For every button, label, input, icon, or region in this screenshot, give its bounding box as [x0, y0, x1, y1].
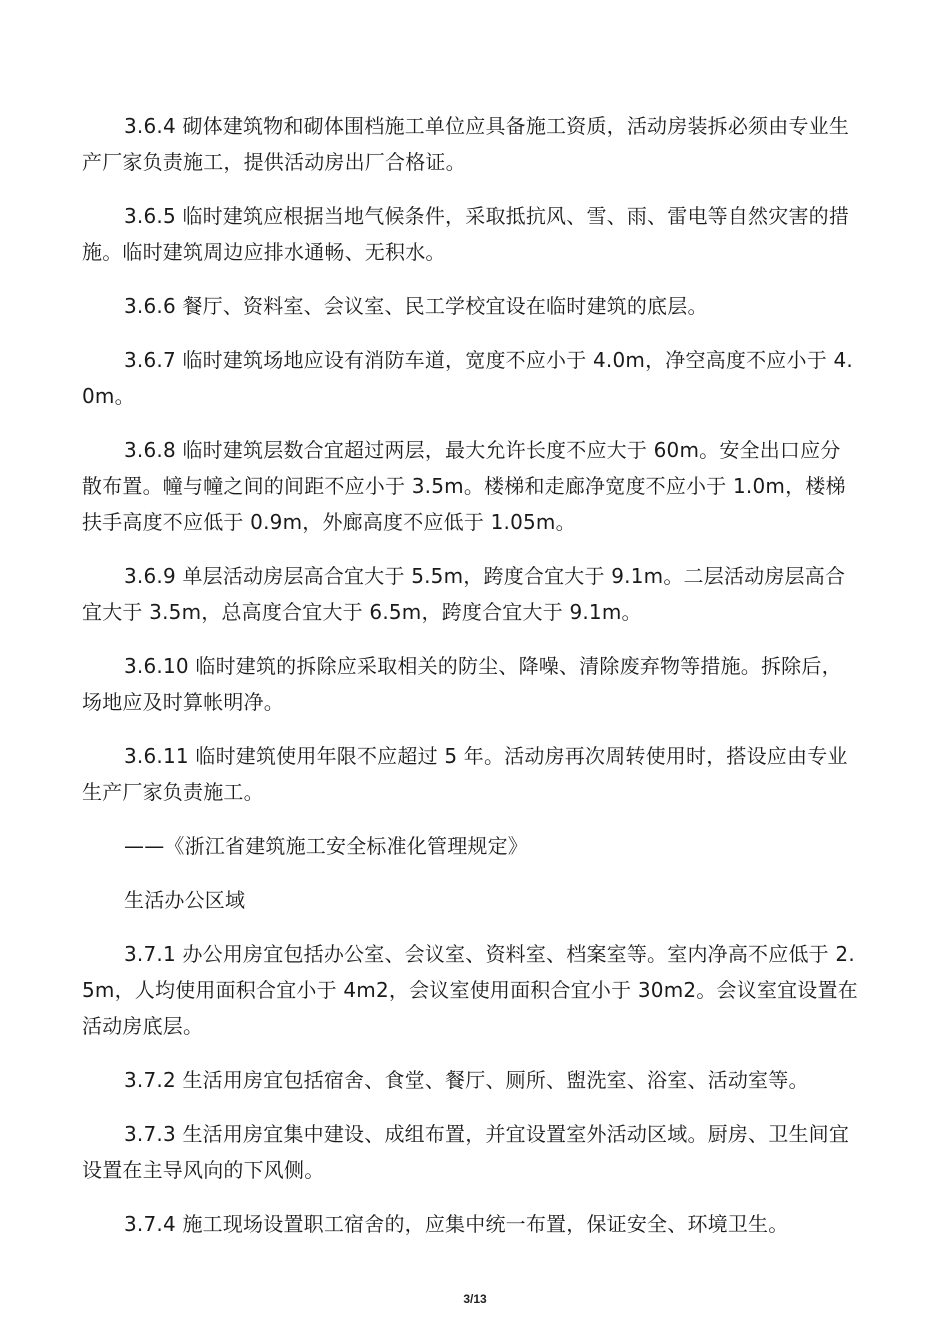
paragraph-3-6-7: 3.6.7 临时建筑场地应设有消防车道，宽度不应小于 4.0m，净空高度不应小于 4.0m。 — [82, 348, 853, 408]
source-citation: ——《浙江省建筑施工安全标准化管理规定》 — [124, 834, 528, 858]
paragraph-3-6-6: 3.6.6 餐厅、资料室、会议室、民工学校宜设在临时建筑的底层。 — [124, 294, 708, 318]
paragraph-3-6-4: 3.6.4 砌体建筑物和砌体围档施工单位应具备施工资质，活动房装拆必须由专业生产厂家负责施工，提供活动房出厂合格证。 — [82, 114, 850, 174]
document-body — [82, 108, 860, 1260]
paragraph-3-6-5: 3.6.5 临时建筑应根据当地气候条件，采取抵抗风、雪、雨、雷电等自然灾害的措施。临时建筑周边应排水通畅、无积水。 — [82, 204, 850, 264]
paragraph-3-7-4: 3.7.4 施工现场设置职工宿舍的，应集中统一布置，保证安全、环境卫生。 — [124, 1212, 789, 1236]
paragraph-3-6-10: 3.6.10 临时建筑的拆除应采取相关的防尘、降噪、清除废弃物等措施。拆除后，场地应及时算帐明净。 — [82, 654, 842, 714]
paragraph-3-7-3: 3.7.3 生活用房宜集中建设、成组布置，并宜设置室外活动区域。厨房、卫生间宜设置在主导风向的下风侧。 — [82, 1122, 850, 1182]
paragraph-3-7-1: 3.7.1 办公用房宜包括办公室、会议室、资料室、档案室等。室内净高不应低于 2.5m，人均使用面积合宜小于 4m2，会议室使用面积合宜小于 30m2。会议室宜设置在活动房底层。 — [82, 942, 858, 1038]
page-number: 3/13 — [463, 1292, 487, 1306]
paragraph-3-6-8: 3.6.8 临时建筑层数合宜超过两层，最大允许长度不应大于 60m。安全出口应分散布置。幢与幢之间的间距不应小于 3.5m。楼梯和走廊净宽度不应小于 1.0m，楼梯扶手高度不应低于 0.9m，外廊高度不应低于 1.05m。 — [82, 438, 846, 534]
paragraph-3-7-2: 3.7.2 生活用房宜包括宿舍、食堂、餐厅、厕所、盥洗室、浴室、活动室等。 — [124, 1068, 809, 1092]
paragraph-3-6-9: 3.6.9 单层活动房层高合宜大于 5.5m，跨度合宜大于 9.1m。二层活动房层高合宜大于 3.5m，总高度合宜大于 6.5m，跨度合宜大于 9.1m。 — [82, 564, 846, 624]
section-heading: 生活办公区域 — [124, 888, 246, 912]
paragraph-3-6-11: 3.6.11 临时建筑使用年限不应超过 5 年。活动房再次周转使用时，搭设应由专业生产厂家负责施工。 — [82, 744, 848, 804]
